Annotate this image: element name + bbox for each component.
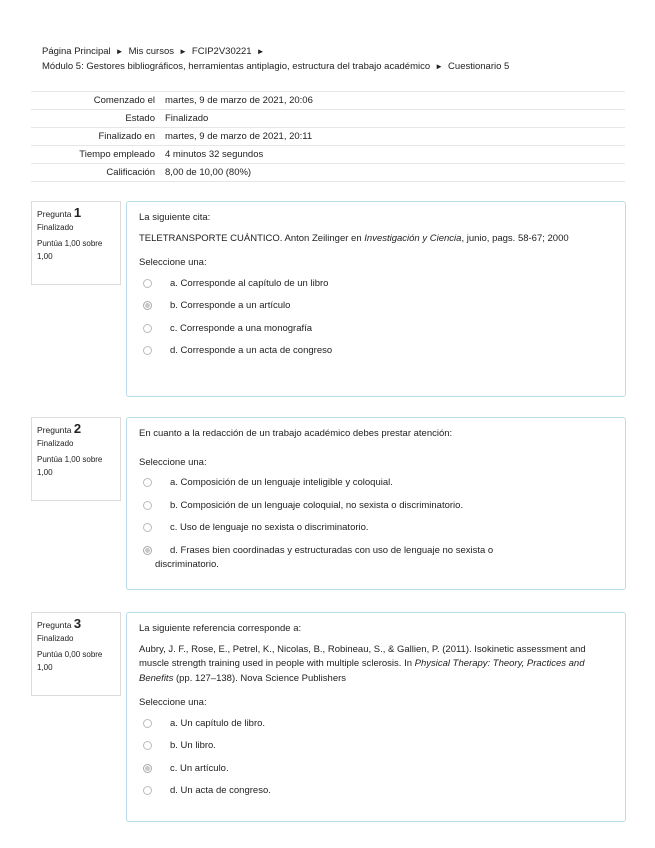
- question-text: La siguiente cita:: [139, 212, 211, 223]
- question-reference: TELETRANSPORTE CUÁNTICO. Anton Zeilinger en Investigación y Ciencia, junio, pags. 58-67; 2000: [139, 232, 569, 244]
- question-3-content: [126, 612, 626, 822]
- answer-option-d[interactable]: [139, 781, 613, 804]
- option-label: a. Corresponde al capítulo de un libro: [170, 277, 329, 289]
- summary-row-time: [31, 146, 625, 164]
- answer-option-a[interactable]: [139, 274, 613, 297]
- question-1-info: [31, 201, 121, 285]
- question-number: 2: [73, 421, 82, 436]
- summary-value: martes, 9 de marzo de 2021, 20:11: [165, 128, 625, 146]
- answer-option-a[interactable]: [139, 473, 613, 496]
- summary-label: Estado: [31, 110, 165, 128]
- answer-option-c[interactable]: [139, 518, 613, 541]
- summary-label: Calificación: [31, 164, 165, 182]
- question-2-content: [126, 417, 626, 590]
- answer-option-b[interactable]: [139, 496, 613, 519]
- question-text: En cuanto a la redacción de un trabajo académico debes prestar atención:: [139, 428, 453, 439]
- radio-icon[interactable]: [143, 786, 152, 795]
- answer-option-b[interactable]: [139, 296, 613, 319]
- breadcrumb-home[interactable]: Página Principal: [42, 46, 111, 57]
- radio-selected-icon[interactable]: [143, 301, 152, 310]
- question-state: Finalizado: [37, 223, 74, 232]
- option-label: a. Un capítulo de libro.: [170, 717, 266, 729]
- select-prompt: Seleccione una:: [139, 697, 207, 708]
- breadcrumb-separator-icon: ►: [256, 47, 265, 56]
- question-label: Pregunta: [37, 425, 72, 435]
- radio-selected-icon[interactable]: [143, 546, 152, 555]
- summary-value: Finalizado: [165, 110, 625, 128]
- question-label: Pregunta: [37, 620, 72, 630]
- radio-icon[interactable]: [143, 719, 152, 728]
- question-text: La siguiente referencia corresponde a:: [139, 623, 302, 634]
- summary-value: martes, 9 de marzo de 2021, 20:06: [165, 92, 625, 110]
- answer-option-c[interactable]: [139, 759, 613, 782]
- breadcrumb-module[interactable]: Módulo 5: Gestores bibliográficos, herramientas antiplagio, estructura del trabajo académico: [42, 61, 431, 72]
- summary-label: Comenzado el: [31, 92, 165, 110]
- option-label: b. Corresponde a un artículo: [170, 300, 291, 311]
- summary-row-grade: [31, 164, 625, 182]
- answer-option-b[interactable]: [139, 736, 613, 759]
- radio-icon[interactable]: [143, 523, 152, 532]
- option-label: b. Un libro.: [170, 740, 216, 751]
- option-label: b. Composición de un lenguaje coloquial, no sexista o discriminatorio.: [170, 499, 464, 511]
- radio-icon[interactable]: [143, 478, 152, 487]
- question-grade: Puntúa 1,00 sobre 1,00: [37, 455, 103, 477]
- option-label-continued: discriminatorio.: [155, 559, 219, 570]
- question-1-content: [126, 201, 626, 397]
- radio-icon[interactable]: [143, 501, 152, 510]
- answer-option-d[interactable]: [139, 541, 613, 578]
- breadcrumb-separator-icon: ►: [115, 47, 124, 56]
- radio-icon[interactable]: [143, 741, 152, 750]
- question-reference: Aubry, J. F., Rose, E., Petrel, K., Nicolas, B., Robineau, S., & Gallien, P. (2011). Isokinetic assessment and muscle strength training used in people with multiple sclerosis. In Physical Therapy: Theory, Practices and Benefits (pp. 127–138). Nova Science Publishers: [139, 643, 586, 684]
- answer-option-c[interactable]: [139, 319, 613, 342]
- option-label: d. Corresponde a un acta de congreso: [170, 345, 333, 356]
- breadcrumb: [42, 44, 642, 74]
- answer-option-d[interactable]: [139, 341, 613, 364]
- radio-selected-icon[interactable]: [143, 764, 152, 773]
- radio-icon[interactable]: [143, 279, 152, 288]
- question-grade: Puntúa 1,00 sobre 1,00: [37, 239, 103, 261]
- option-label: d. Un acta de congreso.: [170, 785, 271, 796]
- breadcrumb-quiz[interactable]: Cuestionario 5: [448, 61, 510, 72]
- question-2-info: [31, 417, 121, 501]
- summary-label: Finalizado en: [31, 128, 165, 146]
- summary-value: 8,00 de 10,00 (80%): [165, 164, 625, 182]
- breadcrumb-course[interactable]: FCIP2V30221: [191, 46, 252, 57]
- question-grade: Puntúa 0,00 sobre 1,00: [37, 650, 103, 672]
- summary-value: 4 minutos 32 segundos: [165, 146, 625, 164]
- option-label: c. Un artículo.: [170, 762, 229, 774]
- breadcrumb-separator-icon: ►: [435, 62, 444, 71]
- radio-icon[interactable]: [143, 346, 152, 355]
- summary-row-state: [31, 110, 625, 128]
- question-3-info: [31, 612, 121, 696]
- summary-label: Tiempo empleado: [31, 146, 165, 164]
- radio-icon[interactable]: [143, 324, 152, 333]
- answer-option-a[interactable]: [139, 714, 613, 737]
- select-prompt: Seleccione una:: [139, 456, 207, 468]
- option-label: c. Uso de lenguaje no sexista o discriminatorio.: [170, 522, 369, 533]
- summary-row-finished: [31, 128, 625, 146]
- breadcrumb-separator-icon: ►: [178, 47, 187, 56]
- question-label: Pregunta: [37, 209, 72, 219]
- option-label: a. Composición de un lenguaje inteligible y coloquial.: [170, 477, 393, 488]
- question-state: Finalizado: [37, 634, 74, 643]
- attempt-summary-table: [31, 91, 625, 182]
- question-state: Finalizado: [37, 439, 74, 448]
- summary-row-started: [31, 92, 625, 110]
- option-label: d. Frases bien coordinadas y estructuradas con uso de lenguaje no sexista o: [170, 544, 494, 556]
- option-label: c. Corresponde a una monografía: [170, 322, 313, 334]
- select-prompt: Seleccione una:: [139, 257, 207, 268]
- question-number: 3: [73, 616, 82, 631]
- question-number: 1: [73, 205, 82, 220]
- breadcrumb-my-courses[interactable]: Mis cursos: [128, 46, 174, 57]
